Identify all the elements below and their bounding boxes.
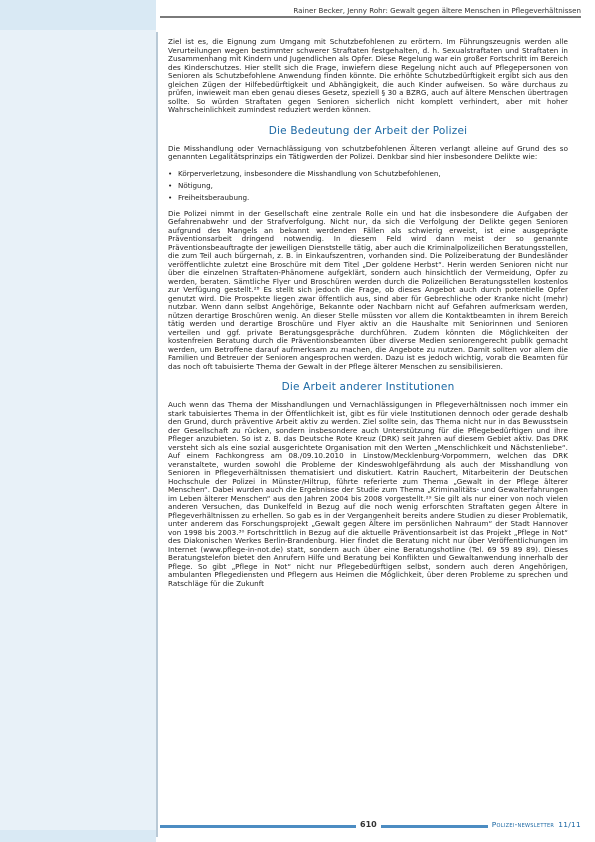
section2-paragraph-1: Auch wenn das Thema der Misshandlungen und Vernachlässigungen in Pflegeverhältnissen noch immer ein stark tabuisiertes Thema in der Öffentlichkeit ist, gibt es für viele Institutionen dennoch oder gerade deshalb den Grund, durch präventive Arbeit aktiv zu werden. Ziel sollte sein, das Thema nicht nur in das Bewusstsein der Gesellschaft zu rücken, sondern insbesondere auch Unterstützung für die Pflegebedürftigen und ihre Pfleger anzubieten. So ist z. B. das Deutsche Rote Kreuz (DRK) seit Jahren auf diesem Gebiet aktiv. Das DRK versteht sich als eine sozial ausgerichtete Organisation mit den Werten „Menschlichkeit und Nächstenliebe“. Auf einem Fachkongress am 08./09.10.2010 in Linstow/Mecklenburg-Vorpommern, welchen das DRK veranstaltete, wurden sowohl die Probleme der Kindeswohlgefährdung als auch der Misshandlung von Senioren in Pflegeverhältnissen thematisiert und diskutiert. Katrin Rauchert, Mitarbeiterin der Deutschen Hochschule der Polizei in Münster/Hiltrup, führte referierte zum Thema „Gewalt in der Pflege älterer Menschen“. Dabei wurden auch die Ergebnisse der Studie zum Thema „Kriminalitäts- und Gewalterfahrungen im Leben älterer Menschen“ aus den Jahren 2004 bis 2008 vorgestellt.²⁹ Sie gilt als nur einer von noch vielen anderen Versuchen, das Dunkelfeld in Bezug auf die noch wenig erforschten Straftaten gegen Ältere in Pflegeverhältnissen zu erhellen. So gab es in der Vergangenheit bereits andere Studien zu dieser Problematik, unter anderem das Forschungsprojekt „Gewalt gegen Ältere im persönlichen Nahraum“ der Stadt Hannover von 1998 bis 2003.³⁰ Fortschrittlich in Bezug auf die aktuelle Präventionsarbeit ist das Projekt „Pflege in Not“ des Diakonischen Werkes Berlin-Brandenburg. Hier findet die Beratung nicht nur über Veröffentlichungen im Internet (www.pflege-in-not.de) statt, sondern auch über eine Beratungshotline (Tel. 69 59 89 89). Dieses Beratungstelefon bietet den Anrufern Hilfe und Beratung bei Konflikten und Gewaltanwendung innerhalb der Pflege. So gibt „Pflege in Not“ nicht nur Pflegebedürftigen selbst, sondern auch deren Angehörigen, ambulanten Pflegediensten und Pflegern aus Heimen die Möglichkeit, über deren Probleme zu sprechen und Ratschläge für die Zukunft bbox=[168, 400, 568, 588]
section-heading-polizei: Die Bedeutung der Arbeit der Polizei bbox=[268, 124, 468, 137]
offense-list bbox=[168, 168, 568, 204]
left-margin-panel bbox=[0, 30, 156, 830]
list-item: • Freiheitsberaubung. bbox=[168, 192, 568, 204]
header-rule bbox=[160, 16, 581, 18]
section-heading-institutionen: Die Arbeit anderer Institutionen bbox=[281, 381, 455, 393]
list-item: • Körperverletzung, insbesondere die Misshandlung von Schutzbefohlenen, bbox=[168, 168, 568, 180]
section1-paragraph-2: Die Polizei nimmt in der Gesellschaft eine zentrale Rolle ein und hat die insbesondere die Aufgaben der Gefahrenabwehr und der Strafverfolgung. Nicht nur, da sich die Verfolgung der Delikte gegen Senioren aufgrund des Mangels an bekannt werdenden Fällen als schwierig erweist, ist eine ausgeprägte Präventionsarbeit dringend notwendig. In diesem Feld wird dann meist der so genannte Präventionsbeauftragte der jeweiligen Dienststelle tätig, aber auch die Kriminalpolizeilichen Beratungsstellen, die zum Teil auch bürgernah, z. B. in Einkaufszentren, vorhanden sind. Die Polizeiberatung der Bundesländer veröffentlichte zuletzt eine Broschüre mit dem Titel „Der goldene Herbst“. Herin werden Senioren nicht nur über die einzelnen Straftaten-Phänomene aufgeklärt, sondern auch hinsichtlich der Vermeidung, Opfer zu werden, beraten. Sämtliche Flyer und Broschüren werden durch die Polizeilichen Beratungsstellen kostenlos zur Verfügung gestellt.²⁸ Es stellt sich jedoch die Frage, ob dieses Angebot auch durch potentielle Opfer genutzt wird. Die Prospekte liegen zwar öffentlich aus, sind aber für Gebrechliche oder Kranke nicht (mehr) nutzbar. Wenn dann selbst Angehörige, Bekannte oder Nachbarn nicht auf Gefahren aufmerksam werden, nützen derartige Broschüren wenig. An dieser Stelle müssten vor allem die Kontaktbeamten in ihrem Bereich tätig werden und derartige Broschüre und Flyer aktiv an die Haushalte mit Seniorinnen und Senioren verteilen und ggf. private Beratungsgespräche durchführen. Zudem könnten die Möglichkeiten der kostenfreien Beratung durch die Präventionsbeamten über diverse Medien seniorengerecht publik gemacht werden, um Betroffene darauf aufmerksam zu machen, die Angebote zu nutzen. Damit sollten vor allem die Familien und Betreuer der Senioren angesprochen werden. Dazu ist es jedoch wichtig, vorab die Beamten für das noch oft tabuisierte Thema der Gewalt in der Pflege älterer Menschen zu sensibilisieren. bbox=[168, 208, 568, 371]
journal-name: Polizei-newsletter bbox=[491, 820, 555, 829]
issue-number: 11/11 bbox=[558, 820, 581, 829]
intro-paragraph: Ziel ist es, die Eignung zum Umgang mit Schutzbefohlenen zu erörtern. Im Führungszeugnis werden alle Verurteilungen wegen bestimmter schwerer Straftaten festgehalten, d. h. Sexualstraftaten und Straftaten in Zusammenhang mit Kindern und Jugendlichen als Opfer. Diese Regelung war ein großer Fortschritt im Bereich des Kinderschutzes. Hier stellt sich die Frage, inwiefern diese Regelung nicht auch auf Pflegepersonen von Senioren als Schutzbefohlene Anwendung finden könnte. Die erhöhte Schutzbedürftigkeit ergibt sich aus den gleichen Zügen der Hilfebedürftigkeit und Abhängigkeit, die auch Kinder aufweisen. So wäre durchaus zu prüfen, inwieweit man eben genau dieses Gesetz, speziell § 30 a BZRG, auch auf ältere Menschen übertragen sollte. So würden Straftaten gegen Senioren sicherlich nicht komplett verhindert, aber mit hoher Wahrscheinlichkeit zumindest reduziert werden können. bbox=[168, 37, 568, 114]
journal-label bbox=[488, 820, 581, 829]
running-header: Rainer Becker, Jenny Rohr: Gewalt gegen ältere Menschen in Pflegeverhältnissen bbox=[293, 6, 581, 15]
section1-paragraph-1: Die Misshandlung oder Vernachlässigung von schutzbefohlenen Älteren verlangt alleine auf Grund des so genannten Legalitätsprinzips ein Tätigwerden der Polizei. Denkbar sind hier insbesondere Delikte wie: bbox=[168, 143, 568, 161]
list-item: • Nötigung, bbox=[168, 180, 568, 192]
margin-divider bbox=[156, 32, 158, 837]
page-footer bbox=[160, 820, 581, 834]
page-number: 610 bbox=[356, 820, 381, 829]
article-body bbox=[168, 38, 568, 594]
